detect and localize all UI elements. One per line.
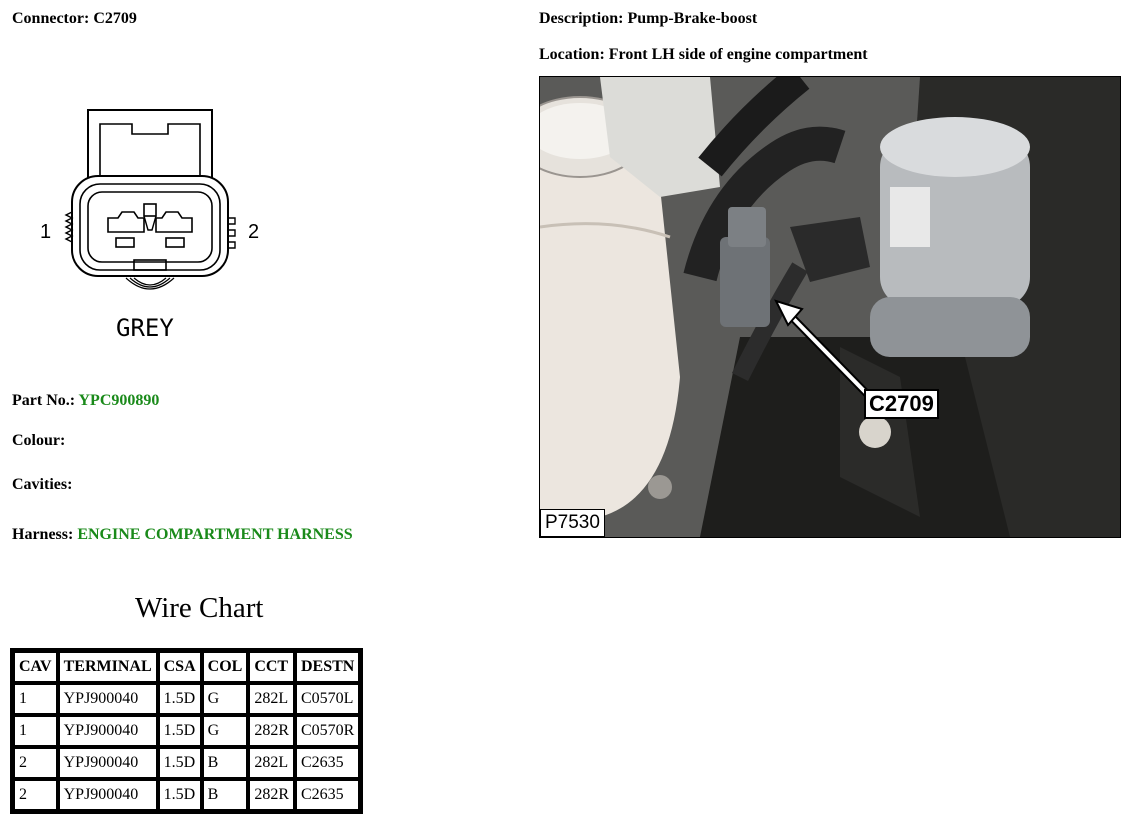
cell-terminal: YPJ900040 [58,747,158,779]
cell-cav: 2 [13,779,58,811]
table-row [13,683,360,715]
table-row [13,747,360,779]
wire-chart-header-row [13,651,360,683]
pin-2-number: 2 [248,221,260,243]
cell-csa: 1.5D [158,747,202,779]
engine-bay-illustration [540,77,1120,537]
connector-line [12,10,137,28]
cell-terminal: YPJ900040 [58,715,158,747]
location-line [539,46,868,64]
cell-col: G [202,715,249,747]
description-line [539,10,757,28]
cell-col: G [202,683,249,715]
part-no-line [12,392,159,410]
cell-cav: 2 [13,747,58,779]
harness-line [12,526,353,544]
header-csa: CSA [158,651,202,683]
connector-colour-text: GREY [116,314,174,342]
cell-cav: 1 [13,715,58,747]
description-label: Description: [539,10,624,27]
cell-terminal: YPJ900040 [58,779,158,811]
table-row [13,715,360,747]
cell-destn: C0570R [295,715,360,747]
cell-cct: 282L [248,747,295,779]
cell-csa: 1.5D [158,715,202,747]
description-value: Pump-Brake-boost [627,10,758,27]
cell-cct: 282R [248,715,295,747]
header-col: COL [202,651,249,683]
wire-chart-table [10,648,363,814]
cell-col: B [202,747,249,779]
cavities-line [12,476,72,494]
cavities-label: Cavities: [12,476,73,493]
wire-chart-title: Wire Chart [135,592,264,624]
header-terminal: TERMINAL [58,651,158,683]
cell-destn: C2635 [295,779,360,811]
cell-cav: 1 [13,683,58,715]
header-cct: CCT [248,651,295,683]
part-no-label: Part No.: [12,392,76,409]
harness-value[interactable]: ENGINE COMPARTMENT HARNESS [77,526,353,543]
connector-value: C2709 [93,10,137,27]
photo-callout-label: C2709 [864,389,939,419]
location-value: Front LH side of engine compartment [608,46,868,63]
part-no-value[interactable]: YPC900890 [78,392,160,409]
cell-cct: 282L [248,683,295,715]
table-row [13,779,360,811]
header-cav: CAV [13,651,58,683]
location-label: Location: [539,46,605,63]
colour-label: Colour: [12,432,66,449]
cell-cct: 282R [248,779,295,811]
colour-line [12,432,65,450]
cell-col: B [202,779,249,811]
photo-reference: P7530 [540,509,605,537]
harness-label: Harness: [12,526,74,543]
header-destn: DESTN [295,651,360,683]
pin-1-number: 1 [40,221,52,243]
connector-label: Connector: [12,10,90,27]
cell-csa: 1.5D [158,779,202,811]
cell-destn: C2635 [295,747,360,779]
location-photo [539,76,1121,538]
cell-csa: 1.5D [158,683,202,715]
cell-destn: C0570L [295,683,360,715]
connector-face-diagram [30,100,270,350]
cell-terminal: YPJ900040 [58,683,158,715]
